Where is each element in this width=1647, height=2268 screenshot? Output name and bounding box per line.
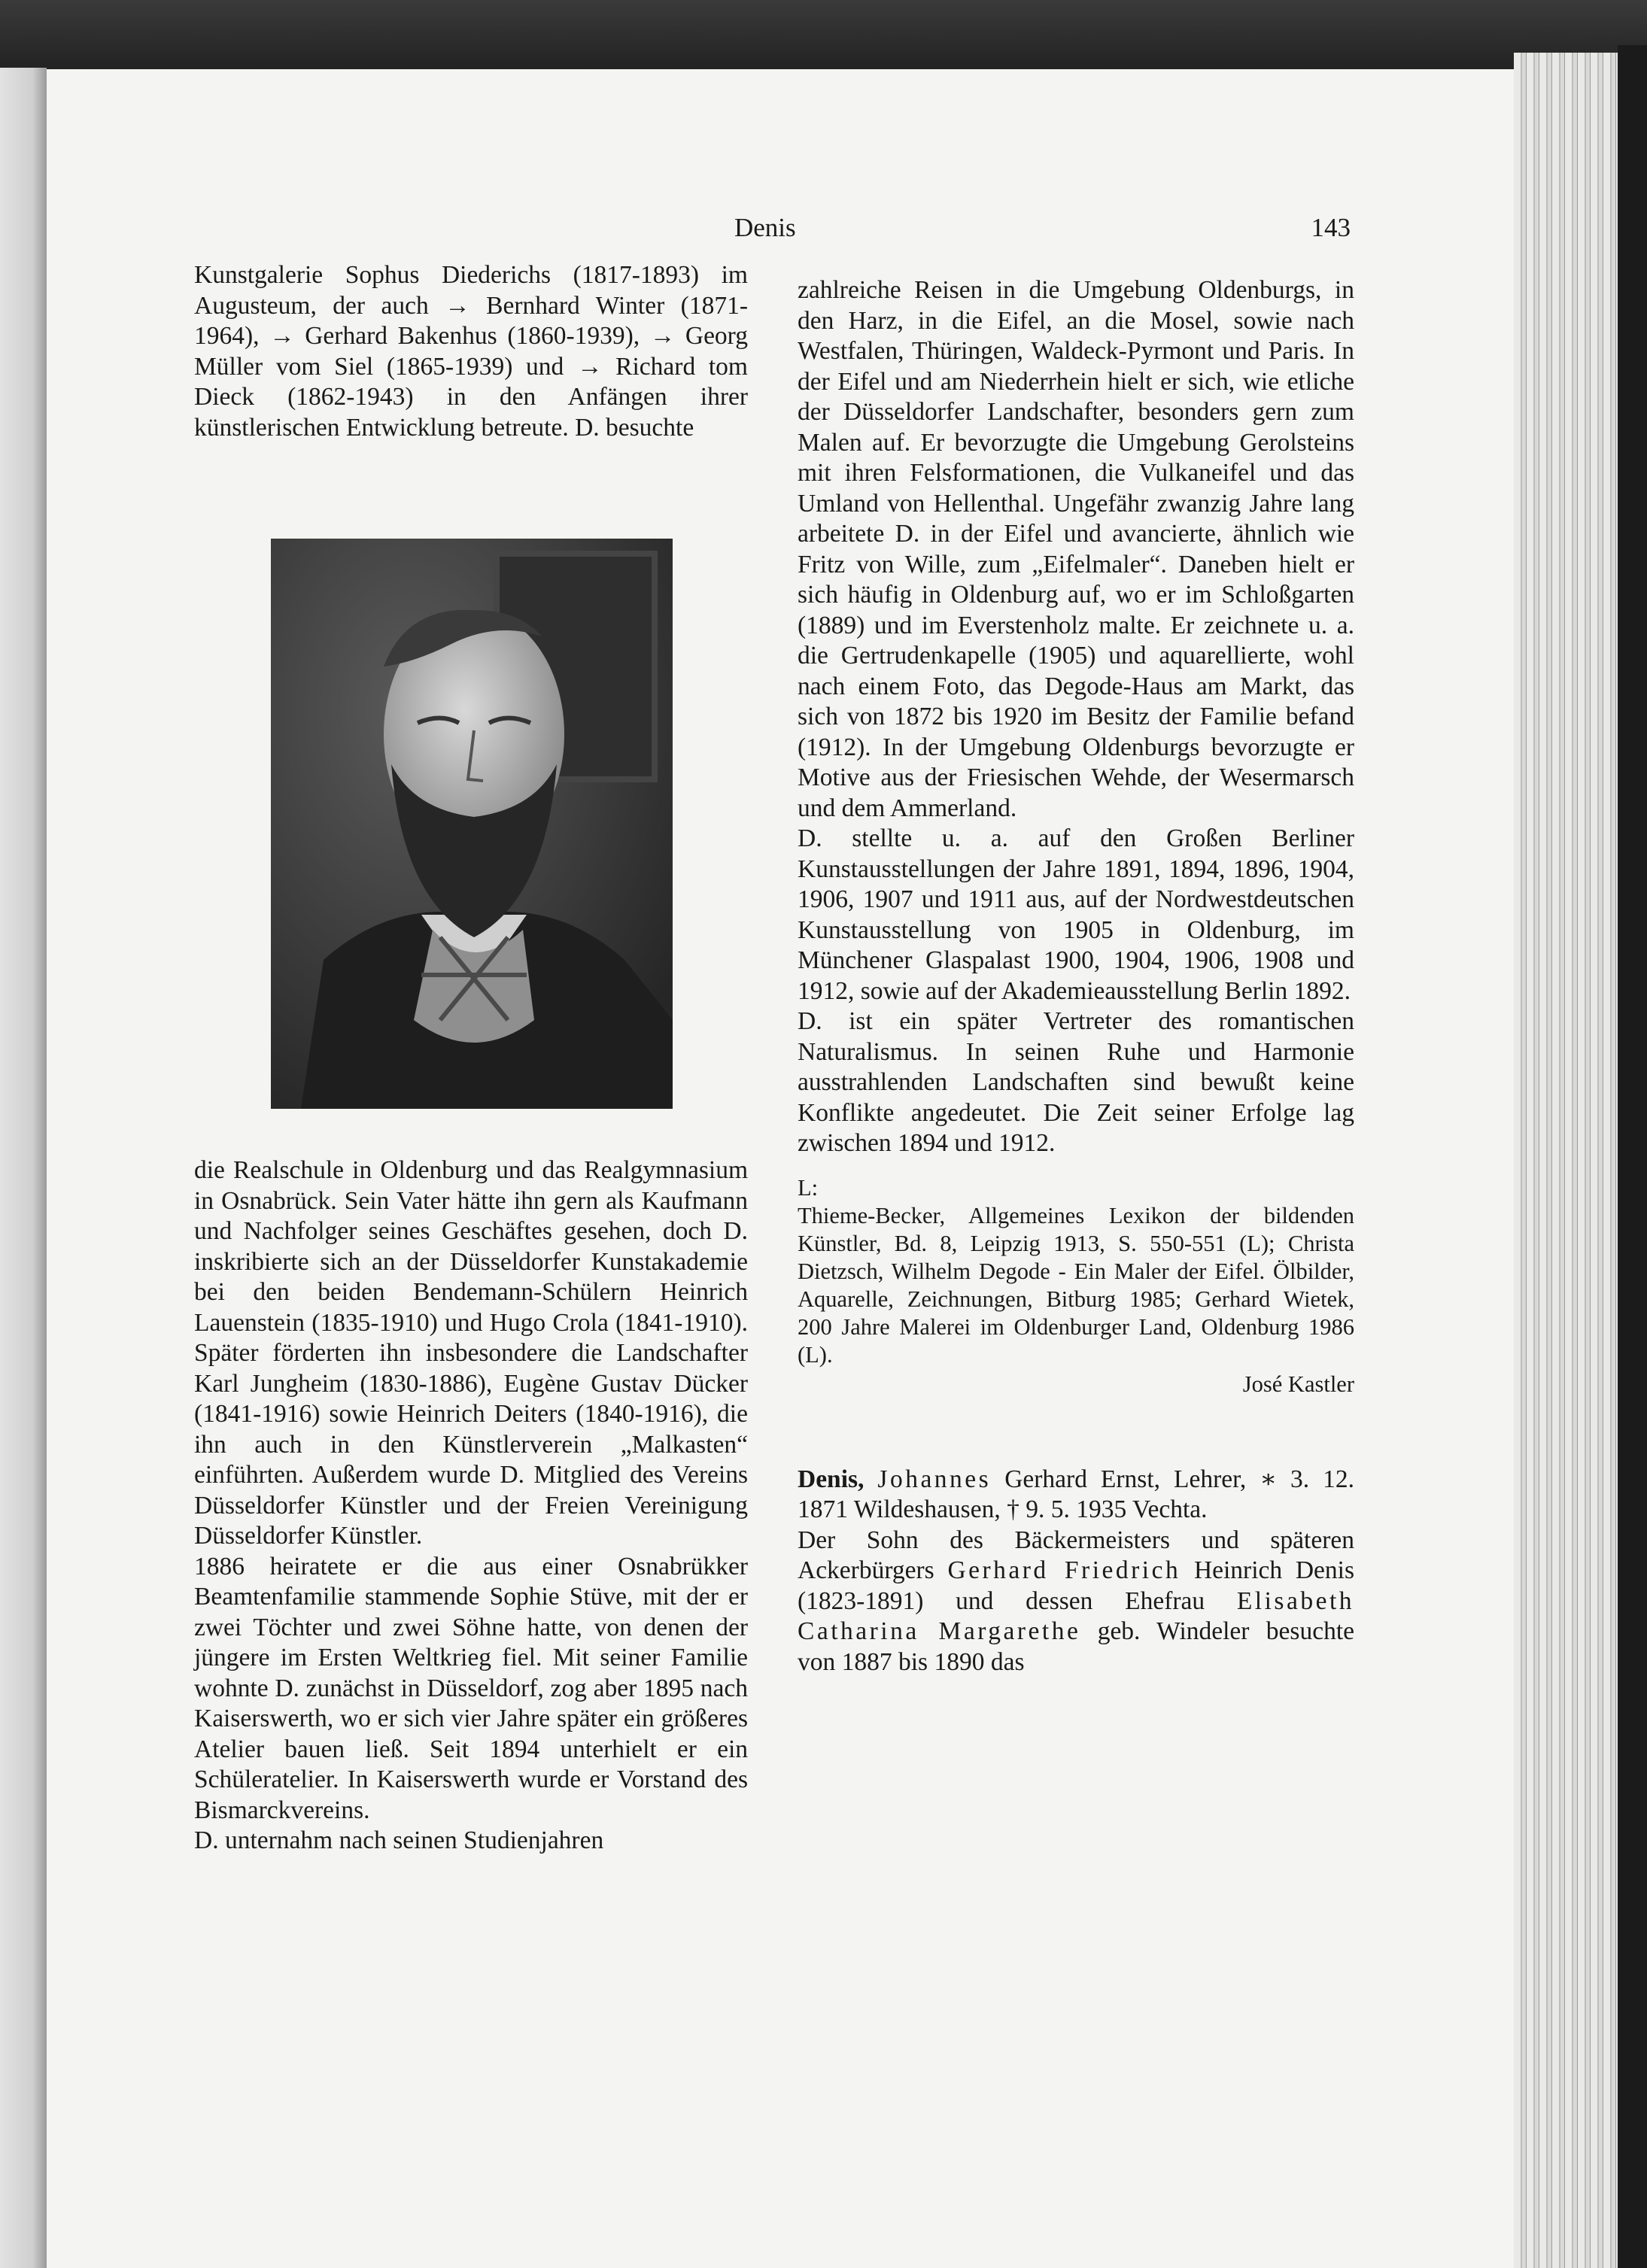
- paragraph: zahlreiche Reisen in die Umgebung Oldenburgs, in den Harz, in die Eifel, an die Mosel, sowie nach Westfalen, Thüringen, Waldeck-Pyrmont und Paris. In der Eifel und am Niederrhein hielt er sich, wie etliche der Düsseldorfer Landschafter, besonders gern zum Malen auf. Er bevorzugte die Umgebung Gerolsteins mit ihren Felsformationen, die Vulkaneifel und das Umland von Hellenthal. Ungefähr zwanzig Jahre lang arbeitete D. in der Eifel und avancierte, ähnlich wie Fritz von Wille, zum „Eifelmaler“. Daneben hielt er sich häufig in Oldenburg auf, wo er im Schloßgarten (1889) und im Everstenholz malte. Er zeichnete u. a. die Gertrudenkapelle (1905) und aquarellierte, wohl nach einem Foto, das Degode-Haus am Markt, das sich von 1872 bis 1920 im Besitz der Familie befand (1912). In der Umgebung Oldenburgs bevorzugte er Motive aus der Friesischen Wehde, der Wesermarsch und dem Ammerland.: [798, 276, 1354, 822]
- literature-section: [798, 1174, 1354, 1398]
- father-name: Gerhard Friedrich: [947, 1556, 1181, 1584]
- paragraph: D. ist ein später Vertreter des romantischen Naturalismus. In seinen Ruhe und Harmonie ausstrahlenden Landschaften sind bewußt keine Konflikte angedeutet. Die Zeit seiner Erfolge lag zwischen 1894 und 1912.: [798, 1007, 1354, 1157]
- author-signature: José Kastler: [1242, 1371, 1354, 1397]
- entry-body: [798, 1526, 1354, 1678]
- portrait-image: [271, 539, 673, 1109]
- mother-name: Elisabeth Catharina Margarethe: [798, 1586, 1355, 1645]
- entry-given-names: Johannes: [877, 1465, 992, 1493]
- entry-body-text: Der Sohn des Bäckermeisters und späteren Ackerbürgers: [798, 1526, 1354, 1584]
- left-column-bottom: [194, 1155, 748, 1857]
- right-column: [798, 275, 1354, 1677]
- entry-surname: Denis,: [798, 1465, 865, 1493]
- page-edges: [1514, 53, 1627, 2268]
- paragraph: 1886 heiratete er die aus einer Osnabrükker Beamtenfamilie stammende Sophie Stüve, mit der er zwei Töchter und zwei Söhne hatte, von denen der jüngere im Ersten Weltkrieg fiel. Mit seiner Familie wohnte D. zunächst in Düsseldorf, zog aber 1895 nach Kaiserswerth, wo er sich vier Jahre später ein größeres Atelier bauen ließ. Seit 1894 unterhielt er ein Schüleratelier. In Kaiserswerth wurde er Vorstand des Bismarckvereins.: [194, 1552, 748, 1824]
- entry-body-text: geb. Windeler besuchte von 1887 bis 1890 das: [798, 1617, 1354, 1676]
- running-head: Denis: [734, 213, 796, 242]
- page-number: 143: [1311, 213, 1351, 242]
- paragraph: D. stellte u. a. auf den Großen Berliner Kunstausstellungen der Jahre 1891, 1894, 1896, 1904, 1906, 1907 und 1911 aus, auf der Nordwestdeutschen Kunstausstellung von 1905 in Oldenburg, im Münchener Glaspalast 1900, 1904, 1906, 1908 und 1912, sowie auf der Akademieausstellung Berlin 1892.: [798, 824, 1354, 1005]
- entry-heading: [798, 1465, 1354, 1526]
- literature-label: L:: [798, 1174, 819, 1201]
- paragraph: die Realschule in Oldenburg und das Realgymnasium in Osnabrück. Sein Vater hätte ihn gern als Kaufmann und Nachfolger seines Geschäftes gesehen, doch D. inskribierte sich an der Düsseldorfer Kunstakademie bei den beiden Bendemann-Schülern Heinrich Lauenstein (1835-1910) und Hugo Crola (1841-1910). Später förderten ihn insbesondere die Landschafter Karl Jungheim (1830-1886), Eugène Gustav Dücker (1841-1916) sowie Heinrich Deiters (1840-1916), die ihn auch in den Künstlerverein „Malkasten“ einführten. Außerdem wurde D. Mitglied des Vereins Düsseldorfer Künstler und der Freien Vereinigung Düsseldorfer Künstler.: [194, 1156, 748, 1550]
- entry-body-text: Heinrich Denis (1823-1891) und dessen Ehefrau: [798, 1556, 1355, 1615]
- entry-separator: [798, 1398, 1354, 1465]
- portrait-photo: [271, 539, 673, 1109]
- left-column-top: [194, 260, 748, 443]
- entry-heading-rest: Gerhard Ernst, Lehrer, ∗ 3. 12. 1871 Wildeshausen, † 9. 5. 1935 Vechta.: [798, 1465, 1354, 1523]
- paragraph: Kunstgalerie Sophus Diederichs (1817-1893) im Augusteum, der auch → Bernhard Winter (1871-1964), → Gerhard Bakenhus (1860-1939), → Georg Müller vom Siel (1865-1939) und → Richard tom Dieck (1862-1943) in den Anfängen ihrer künstlerischen Entwicklung betreute. D. besuchte: [194, 261, 748, 442]
- paragraph: D. unternahm nach seinen Studienjahren: [194, 1826, 604, 1854]
- book-cover-edge: [1618, 45, 1647, 2268]
- left-page-gutter: [0, 68, 47, 2268]
- literature-text: Thieme-Becker, Allgemeines Lexikon der bildenden Künstler, Bd. 8, Leipzig 1913, S. 550-551 (L); Christa Dietzsch, Wilhelm Degode - Ein Maler der Eifel. Ölbilder, Aquarelle, Zeichnungen, Bitburg 1985; Gerhard Wietek, 200 Jahre Malerei im Oldenburger Land, Oldenburg 1986 (L).: [798, 1202, 1354, 1368]
